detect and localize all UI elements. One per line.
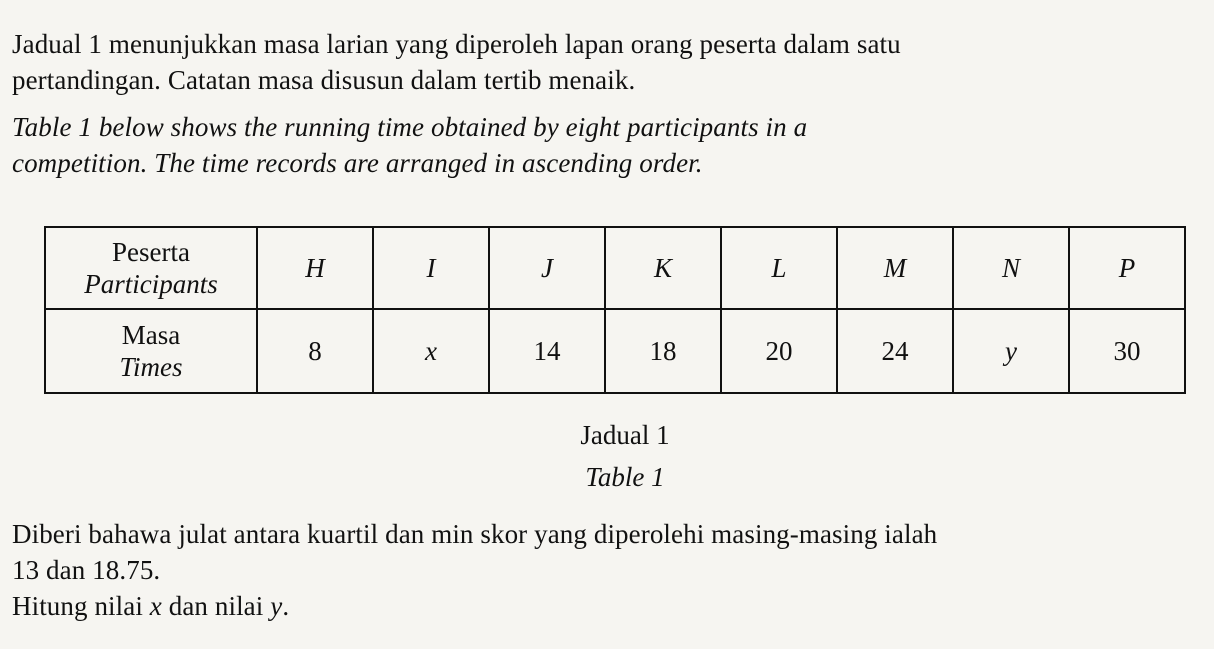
time-cell: 14 xyxy=(489,309,605,393)
time-cell: 24 xyxy=(837,309,953,393)
question-line-3-prefix: Hitung nilai xyxy=(12,591,150,621)
intro-english-line-2: competition. The time records are arranged in ascending order. xyxy=(12,148,703,178)
participant-cell: I xyxy=(373,227,489,309)
participants-row xyxy=(45,227,1185,309)
question-line-3-suffix: . xyxy=(282,591,290,621)
table-caption-malay: Jadual 1 xyxy=(580,420,670,450)
participants-header-english: Participants xyxy=(84,269,218,299)
table-caption-english: Table 1 xyxy=(585,462,665,492)
question-line-1: Diberi bahawa julat antara kuartil dan min skor yang diperolehi masing-masing ialah xyxy=(12,519,938,549)
time-cell: y xyxy=(953,309,1069,393)
participant-cell: K xyxy=(605,227,721,309)
intro-malay-line-2: pertandingan. Catatan masa disusun dalam tertib menaik. xyxy=(12,65,636,95)
time-cell: 8 xyxy=(257,309,373,393)
question-line-2: 13 dan 18.75. xyxy=(12,555,161,585)
participant-cell: P xyxy=(1069,227,1185,309)
times-row xyxy=(45,309,1185,393)
times-header-english: Times xyxy=(119,352,183,382)
time-cell: 20 xyxy=(721,309,837,393)
intro-english-paragraph xyxy=(12,109,1202,181)
participants-header-malay: Peserta xyxy=(112,237,190,267)
question-line-3-mid: dan nilai xyxy=(161,591,271,621)
intro-malay-paragraph xyxy=(12,26,1202,98)
times-header-cell xyxy=(45,309,257,393)
participants-header-cell xyxy=(45,227,257,309)
intro-english-line-1: Table 1 below shows the running time obtained by eight participants in a xyxy=(12,112,808,142)
participant-cell: L xyxy=(721,227,837,309)
intro-malay-line-1: Jadual 1 menunjukkan masa larian yang diperoleh lapan orang peserta dalam satu xyxy=(12,29,901,59)
question-paragraph xyxy=(12,516,1208,624)
participant-cell: N xyxy=(953,227,1069,309)
time-cell: 18 xyxy=(605,309,721,393)
variable-x: x xyxy=(149,591,162,621)
variable-y: y xyxy=(270,591,283,621)
time-cell: x xyxy=(373,309,489,393)
participant-cell: H xyxy=(257,227,373,309)
participant-cell: J xyxy=(489,227,605,309)
times-header-malay: Masa xyxy=(121,320,181,350)
time-cell: 30 xyxy=(1069,309,1185,393)
participants-time-table xyxy=(44,226,1186,394)
participant-cell: M xyxy=(837,227,953,309)
question-line-3 xyxy=(12,588,1208,624)
